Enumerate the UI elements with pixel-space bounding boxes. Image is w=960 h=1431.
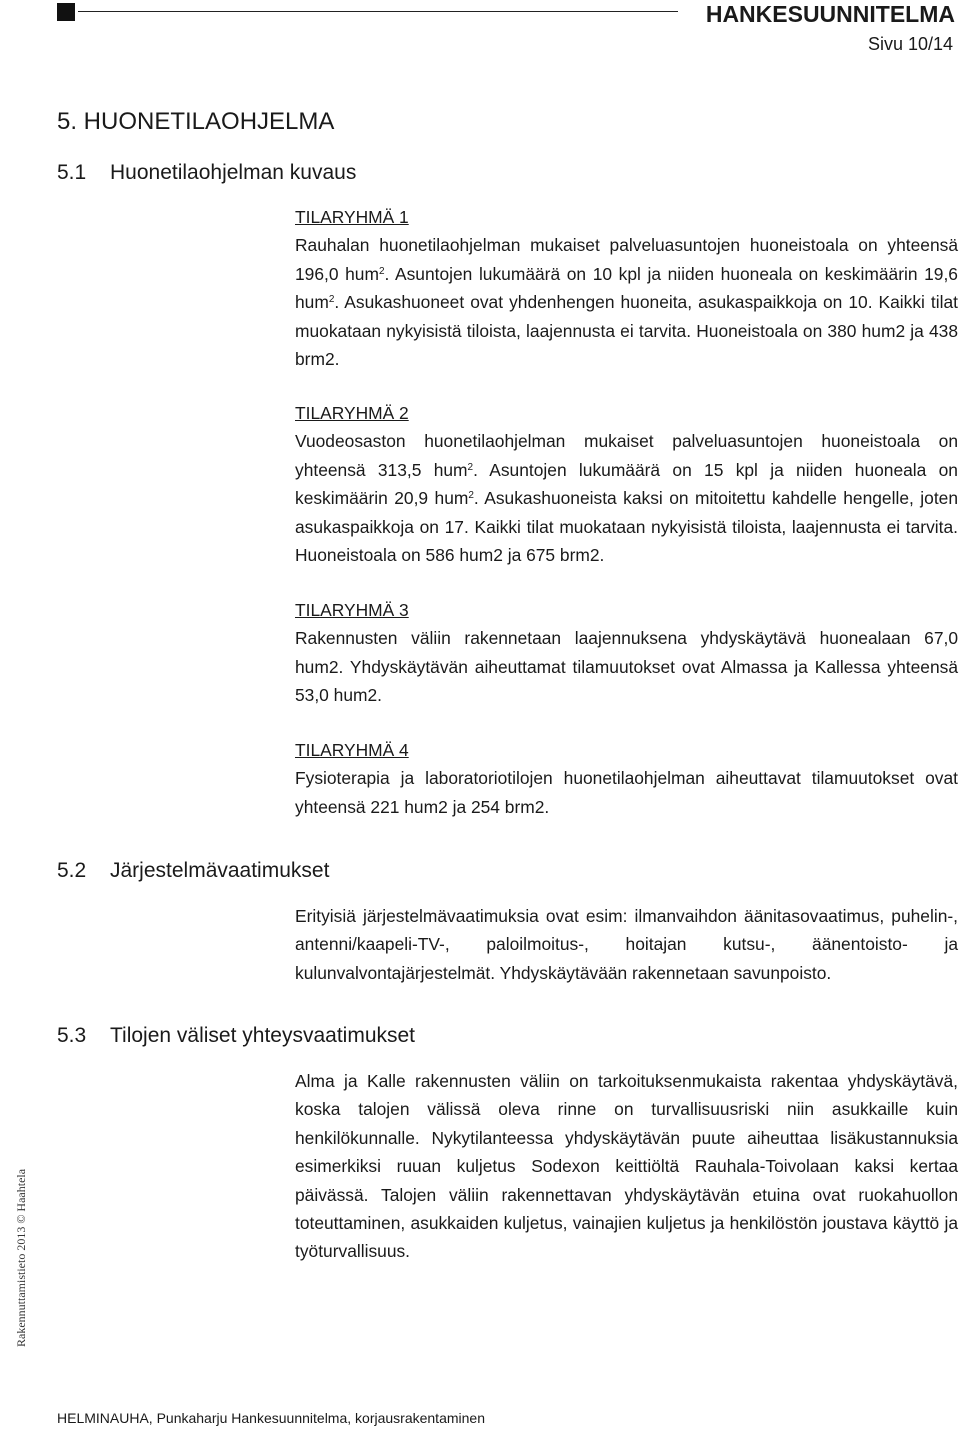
group-text: Rakennusten väliin rakennetaan laajennuksena yhdyskäytävä huonealaan 67,0 hum2. Yhdyskäytävän aiheuttamat tilamuutokset ovat Almassa ja Kallessa yhteensä 53,0 hum2.	[295, 628, 958, 706]
paragraph: Erityisiä järjestelmävaatimuksia ovat esim: ilmanvaihdon äänitasovaatimus, puhelin-, antenni/kaapeli-TV-, paloilmoitus-, hoitajan kutsu-, äänentoisto- ja kulunvalvontajärjestelmät. Yhdyskäytävään rakennetaan savunpoisto.	[295, 906, 958, 983]
document-title: HANKESUUNNITELMA	[705, 1, 955, 27]
section-title: Tilojen väliset yhteysvaatimukset	[110, 1024, 416, 1047]
tilaryhma-4	[295, 736, 958, 821]
tilaryhma-3	[295, 596, 958, 710]
header-square-mark	[57, 3, 75, 21]
section-heading-5-1	[57, 161, 356, 185]
footer-text: HELMINAUHA, Punkaharju Hankesuunnitelma, korjausrakentaminen	[57, 1410, 485, 1426]
section-heading-5-3	[57, 1024, 415, 1048]
page-number: Sivu 10/14	[867, 34, 953, 54]
connection-requirements-text	[295, 1067, 958, 1266]
superscript: 2	[378, 265, 385, 277]
system-requirements-text	[295, 902, 958, 987]
group-title: TILARYHMÄ 3	[295, 600, 409, 620]
copyright-side-note: Rakennuttamistieto 2013 © Haahtela	[14, 1168, 28, 1347]
section-title: Järjestelmävaatimukset	[110, 859, 330, 882]
section-heading-5-2	[57, 859, 329, 883]
section-number: 5.2	[57, 859, 87, 882]
group-text: Fysioterapia ja laboratoriotilojen huonetilaohjelman aiheuttavat tilamuutokset ovat yhteensä 221 hum2 ja 254 brm2.	[295, 768, 958, 817]
group-title: TILARYHMÄ 2	[295, 403, 409, 423]
header-rule	[78, 11, 678, 12]
tilaryhma-2	[295, 399, 958, 569]
group-title: TILARYHMÄ 1	[295, 207, 409, 227]
chapter-heading: 5. HUONETILAOHJELMA	[57, 108, 335, 135]
superscript: 2	[468, 490, 474, 502]
section-title: Huonetilaohjelman kuvaus	[110, 161, 357, 184]
group-text: Vuodeosaston huonetilaohjelman mukaiset palveluasuntojen huoneistoala on yhteensä 313,5 hum$^2$. Asuntojen lukumäärä on 15 kpl ja niiden huoneala on keskimäärin 20,9 hum$^2$. Asukashuoneista kaksi on mitoitettu kahdelle hengelle, joten asukaspaikkoja on 17. Kaikki tilat muokataan nykyisistä tiloista, laajennusta ei tarvita. Huoneistoala on 586 hum2 ja 675 brm2.	[295, 431, 958, 566]
group-text: Rauhalan huonetilaohjelman mukaiset palveluasuntojen huoneistoala on yhteensä 196,0 hum$^2$. Asuntojen lukumäärä on 10 kpl ja niiden huoneala on keskimäärin 19,6 hum$^2$. Asukashuoneet ovat yhdenhengen huoneita, asukaspaikkoja on 10. Kaikki tilat muokataan nykyisistä tiloista, laajennusta ei tarvita. Huoneistoala on 380 hum2 ja 438 brm2.	[295, 235, 958, 370]
group-title: TILARYHMÄ 4	[295, 740, 409, 760]
tilaryhma-1	[295, 203, 958, 373]
section-number: 5.3	[57, 1024, 87, 1047]
section-number: 5.1	[57, 161, 87, 184]
superscript: 2	[467, 461, 474, 473]
superscript: 2	[328, 294, 335, 306]
paragraph: Alma ja Kalle rakennusten väliin on tarkoituksenmukaista rakentaa yhdyskäytävä, koska talojen välissä oleva rinne on turvallisuusriski niin asukkaille kuin henkilökunnalle. Nykytilanteessa yhdyskäytävän puute aiheuttaa lisäkustannuksia esimerkiksi ruuan kuljetus Sodexon keittiöltä Rauhala-Toivolaan kaksi kertaa päivässä. Talojen väliin rakennettavan yhdyskäytävän etuina ovat ruokahuollon toteuttaminen, asukkaiden kuljetus, vainajien kuljetus ja henkilöstön joustava käyttö ja työturvallisuus.	[295, 1071, 958, 1262]
